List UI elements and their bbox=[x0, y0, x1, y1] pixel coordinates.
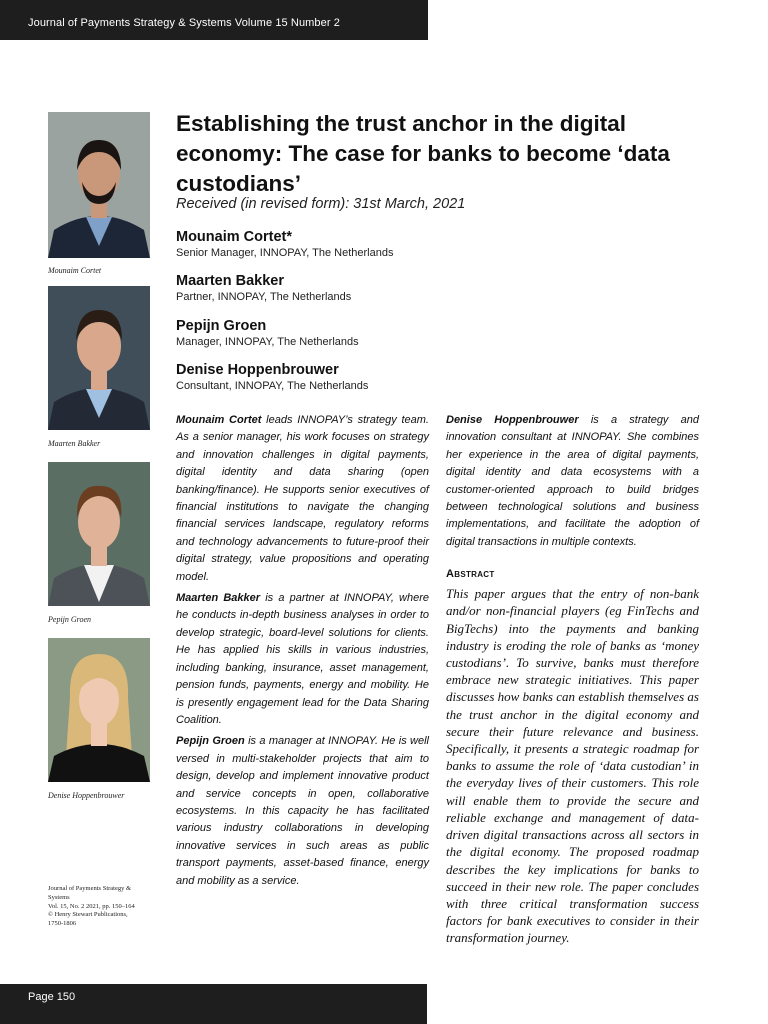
bio-text: is a manager at INNOPAY. He is well versed in multi-stakeholder projects that aim to design, develop and implement innovative product and service concepts in open, collaborative ecosystems. In this capacity he has facilitated various industry collaborations in developing innovative services in such areas as public transport payments, asset-based finance, energy and mobility as a service. bbox=[176, 735, 429, 887]
journal-info-line: Vol. 15, No. 2 2021, pp. 150–164 bbox=[48, 902, 135, 910]
photo-caption: Mounaim Cortet bbox=[48, 266, 102, 275]
bio-paragraph bbox=[176, 590, 429, 729]
author-block bbox=[176, 317, 596, 349]
abstract-text: This paper argues that the entry of non-bank and/or non-financial players (eg FinTechs and BigTechs) into the payments and banking industry is eroding the role of banks as ‘money custodians’. To survive, banks must therefore embrace new strategic initiatives. This paper discusses how banks can establish themselves as the trust anchor in the digital economy and secure their future relevance and business. Specifically, it presents a strategic roadmap for banks to assume the role of ‘data custodian’ in the everyday lives of their customers. This role will enable them to provide the secure and reliable exchange and management of data-driven digital transactions across all sectors in the digital economy. The proposed roadmap describes the key implications for banks to succeed in their new role. The paper concludes with three critical transformation success factors for bank executives to consider in their transformation journey. bbox=[446, 586, 699, 946]
portrait-image bbox=[48, 638, 150, 782]
author-block bbox=[176, 272, 596, 304]
author-photo-bakker bbox=[48, 286, 150, 430]
running-header bbox=[0, 0, 428, 40]
page-number: Page 150 bbox=[28, 991, 76, 1003]
portrait-image bbox=[48, 286, 150, 430]
bio-text: is a partner at INNOPAY, where he conducts in-depth business analyses in order to develop strategic, board-level solutions for clients. He has applied his skills in various industries, including banking, insurance, asset management, pension funds, payments, energy and mobility. He is presently engagement lead for the Data Sharing Coalition. bbox=[176, 592, 429, 726]
author-name: Pepijn Groen bbox=[176, 318, 267, 334]
author-role: Manager, INNOPAY, The Netherlands bbox=[176, 336, 359, 348]
page-footer bbox=[0, 984, 427, 1024]
bio-name: Mounaim Cortet bbox=[176, 414, 262, 426]
bio-name: Maarten Bakker bbox=[176, 592, 261, 605]
journal-info-line: Systems bbox=[48, 893, 70, 901]
author-block bbox=[176, 228, 596, 260]
bio-paragraph bbox=[176, 733, 429, 890]
author-photo-hoppenbrouwer bbox=[48, 638, 150, 782]
journal-info bbox=[48, 885, 160, 929]
author-name: Maarten Bakker bbox=[176, 273, 284, 289]
author-name: Mounaim Cortet* bbox=[176, 229, 292, 245]
portrait-image bbox=[48, 112, 150, 258]
author-photo-cortet bbox=[48, 112, 150, 258]
author-name: Denise Hoppenbrouwer bbox=[176, 362, 339, 378]
bio-paragraph bbox=[176, 412, 429, 586]
journal-info-line: © Henry Stewart Publications, bbox=[48, 911, 128, 919]
journal-info-line: Journal of Payments Strategy & bbox=[48, 885, 132, 892]
received-date: Received (in revised form): 31st March, 2021 bbox=[176, 196, 466, 212]
photo-caption: Maarten Bakker bbox=[48, 439, 101, 448]
portrait-image bbox=[48, 462, 150, 606]
bio-name: Denise Hoppenbrouwer bbox=[446, 414, 579, 426]
bio-column-left bbox=[176, 412, 429, 890]
author-block bbox=[176, 361, 596, 393]
article-title: Establishing the trust anchor in the digital economy: The case for banks to become ‘data custodians’ bbox=[176, 111, 670, 196]
photo-caption: Denise Hoppenbrouwer bbox=[48, 791, 125, 800]
author-photo-groen bbox=[48, 462, 150, 606]
bio-name: Pepijn Groen bbox=[176, 735, 245, 748]
journal-info-line: 1750-1806 bbox=[48, 920, 77, 928]
abstract-heading: Abstract bbox=[446, 568, 495, 581]
author-role: Consultant, INNOPAY, The Netherlands bbox=[176, 380, 369, 392]
bio-text: leads INNOPAY’s strategy team. As a senior manager, his work focuses on strategy and innovation challenges in digital payments, digital identity and data sharing (open banking/finance). He supports senior executives of financial institutions to navigate the changing financial services landscape, regulatory reforms and technology advancements to future-proof their digital strategy, value propositions and operating model. bbox=[176, 414, 429, 583]
journal-line: Journal of Payments Strategy & Systems Volume 15 Number 2 bbox=[28, 17, 341, 29]
bio-text: is a strategy and innovation consultant at INNOPAY. She combines her experience in the area of digital payments, digital identity and data ecosystems with a customer-oriented approach to build bridges between technological solutions and business implementations, and facilitate the adoption of digital transactions in multiple contexts. bbox=[446, 414, 699, 548]
author-role: Senior Manager, INNOPAY, The Netherlands bbox=[176, 247, 394, 259]
bio-column-right bbox=[446, 412, 699, 947]
bio-paragraph bbox=[446, 412, 699, 551]
author-role: Partner, INNOPAY, The Netherlands bbox=[176, 291, 352, 303]
photo-caption: Pepijn Groen bbox=[48, 615, 92, 624]
